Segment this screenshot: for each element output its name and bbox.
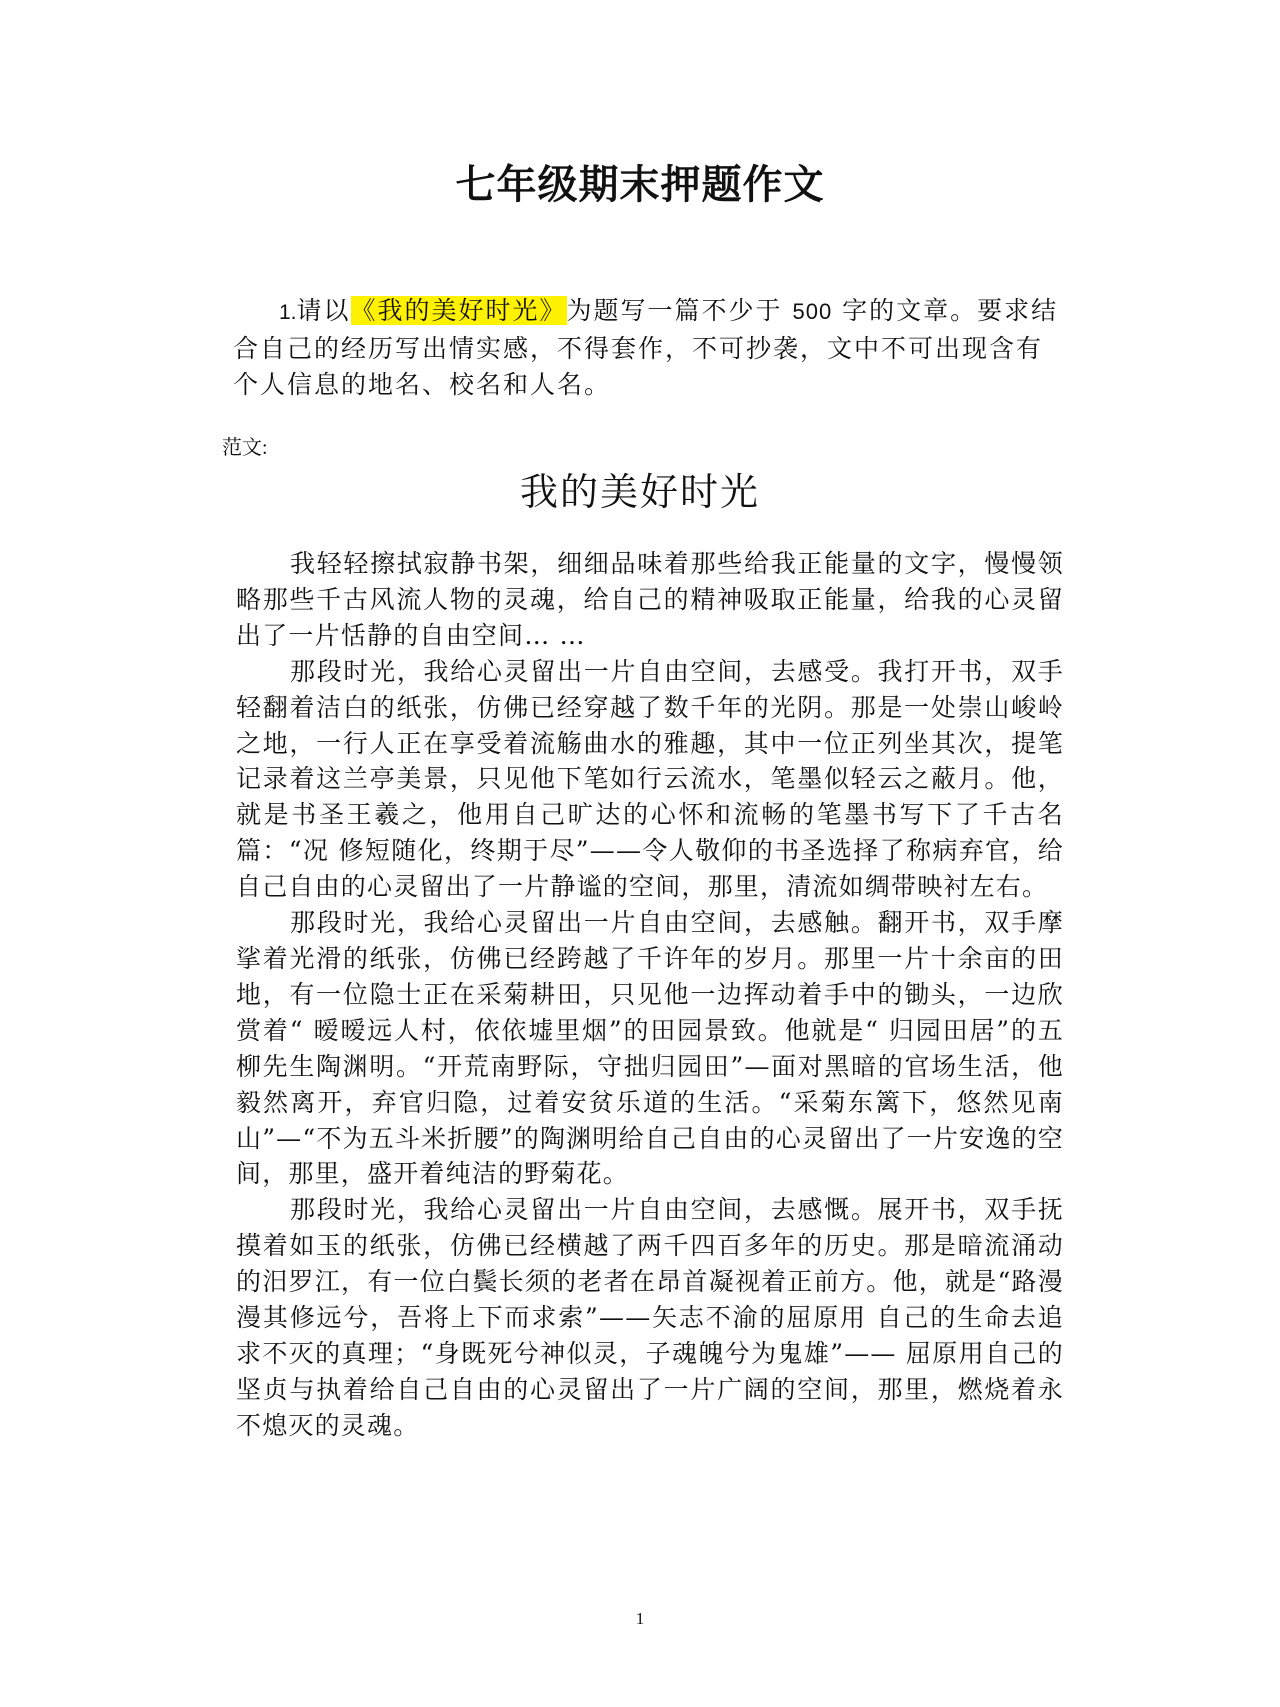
essay-paragraph: 那段时光，我给心灵留出一片自由空间，去感慨。展开书，双手抚摸着如玉的纸张，仿佛已经横越了两千四百多年的历史。那是暗流涌动的汨罗江，有一位白鬓长须的老者在昂首凝视着正前方。他，就是“路漫漫其修远兮，吾将上下而求索”——矢志不渝的屈原用 自己的生命去追求不灭的真理；“身既死兮神似灵，子魂魄兮为鬼雄”—— 屈原用自己的坚贞与执着给自己自由的心灵留出了一片广阔的空间，那里，燃烧着永不熄灭的灵魂。: [236, 1195, 1064, 1440]
page-number: 1: [635, 1609, 645, 1628]
document-title: 七年级期末押题作文: [455, 162, 825, 208]
essay-title: 我的美好时光: [519, 470, 760, 514]
essay-paragraph: 那段时光，我给心灵留出一片自由空间，去感受。我打开书，双手轻翻着洁白的纸张，仿佛已经穿越了数千年的光阴。那是一处崇山峻岭之地，一行人正在享受着流觞曲水的雅趣，其中一位正列坐其次，提笔记录着这兰亭美景，只见他下笔如行云流水，笔墨似轻云之蔽月。他，就是书圣王羲之，他用自己旷达的心怀和流畅的笔墨书写下了千古名篇：“况 修短随化，终期于尽”——令人敬仰的书圣选择了称病弃官，给自己自由的心灵留出了一片静谧的空间，那里，清流如绸带映衬左右。: [236, 656, 1064, 902]
prompt-text-middle: 为题写一篇不少于: [566, 296, 793, 325]
prompt-text-after: 字的文章。要求结合自己的经历写出情实感，不得套作，不可抄袭，文中不可出现含有个人信息的地名、校名和人名。: [233, 296, 1059, 399]
sample-essay-label: 范文:: [222, 437, 268, 459]
essay-body: [236, 546, 1064, 1444]
prompt-word-count: 500: [792, 299, 833, 324]
essay-paragraph: 那段时光，我给心灵留出一片自由空间，去感触。翻开书，双手摩挲着光滑的纸张，仿佛已经跨越了千许年的岁月。那里一片十余亩的田地，有一位隐士正在采菊耕田，只见他一边挥动着手中的锄头，一边欣赏着“ 暧暧远人村，依依墟里烟”的田园景致。他就是“ 归园田居”的五柳先生陶渊明。“开荒南野际，守拙归园田”—面对黑暗的官场生活，他毅然离开，弃官归隐，过着安贫乐道的生活。“采菊东篱下，悠然见南山”—“不为五斗米折腰”的陶渊明给自己自由的心灵留出了一片安逸的空间，那里，盛开着纯洁的野菊花。: [236, 908, 1064, 1189]
essay-paragraph: 我轻轻擦拭寂静书架，细细品味着那些给我正能量的文字，慢慢领略那些千古风流人物的灵魂，给自己的精神吸取正能量，给我的心灵留出了一片恬静的自由空间… …: [236, 549, 1064, 650]
prompt-number: 1.: [279, 301, 297, 324]
highlighted-topic: 《我的美好时光》: [350, 296, 567, 325]
prompt-text-before: 请以: [296, 296, 351, 325]
essay-prompt: [233, 293, 1063, 403]
